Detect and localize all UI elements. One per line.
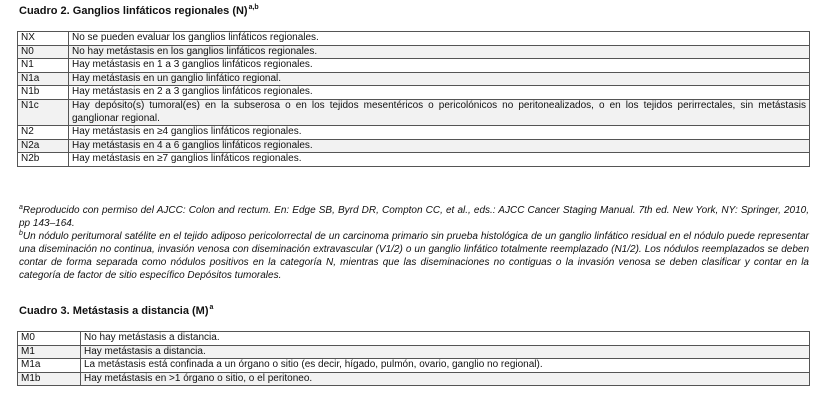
- category-code: N1a: [18, 72, 69, 86]
- table-row: [18, 99, 810, 125]
- category-description: No hay metástasis en los ganglios linfáticos regionales.: [69, 45, 810, 59]
- category-code: N1c: [18, 99, 69, 125]
- category-description: Hay metástasis en ≥4 ganglios linfáticos regionales.: [69, 126, 810, 140]
- category-code: M1a: [18, 359, 81, 373]
- table-row: [18, 126, 810, 140]
- category-description: Hay metástasis en un ganglio linfático regional.: [69, 72, 810, 86]
- table-row: [18, 86, 810, 100]
- category-description: Hay metástasis en 1 a 3 ganglios linfáticos regionales.: [69, 59, 810, 73]
- category-code: M1b: [18, 372, 81, 386]
- table-row: [18, 372, 810, 386]
- table-row: [18, 139, 810, 153]
- category-description: No hay metástasis a distancia.: [81, 332, 810, 346]
- category-code: N2: [18, 126, 69, 140]
- category-description: No se pueden evaluar los ganglios linfáticos regionales.: [69, 32, 810, 46]
- category-description: Hay metástasis en 4 a 6 ganglios linfáticos regionales.: [69, 139, 810, 153]
- footnote-a: [19, 204, 809, 230]
- table-3-distant-metastasis: [17, 331, 810, 386]
- table-3-caption: [19, 304, 213, 318]
- category-code: N1: [18, 59, 69, 73]
- category-description: Hay metástasis a distancia.: [81, 345, 810, 359]
- category-description: Hay metástasis en 2 a 3 ganglios linfáticos regionales.: [69, 86, 810, 100]
- category-description: La metástasis está confinada a un órgano o sitio (es decir, hígado, pulmón, ovario, ganglio no regional).: [81, 359, 810, 373]
- footnote-a-mark: a: [19, 204, 23, 211]
- category-description: Hay metástasis en ≥7 ganglios linfáticos regionales.: [69, 153, 810, 167]
- category-code: N2b: [18, 153, 69, 167]
- table-row: [18, 359, 810, 373]
- table-row: [18, 332, 810, 346]
- table-row: [18, 72, 810, 86]
- category-description: Hay metástasis en >1 órgano o sitio, o el peritoneo.: [81, 372, 810, 386]
- category-code: NX: [18, 32, 69, 46]
- table-row: [18, 345, 810, 359]
- table-row: [18, 32, 810, 46]
- table-row: [18, 59, 810, 73]
- category-description: Hay depósito(s) tumoral(es) en la subserosa o en los tejidos mesentéricos o pericolónicos no peritonealizados, o en los tejidos perirrectales, sin metástasis ganglionar regional.: [69, 99, 810, 125]
- table-3-title: Cuadro 3. Metástasis a distancia (M): [19, 305, 209, 317]
- table-row: [18, 45, 810, 59]
- category-code: N0: [18, 45, 69, 59]
- footnote-b: [19, 230, 809, 282]
- category-code: N2a: [18, 139, 69, 153]
- table-2-footnote-marks: a,b: [248, 4, 259, 11]
- table-2-caption: [19, 4, 259, 18]
- table-2-regional-lymph-nodes: [17, 31, 810, 167]
- category-code: M0: [18, 332, 81, 346]
- category-code: N1b: [18, 86, 69, 100]
- footnote-a-text: Reproducido con permiso del AJCC: Colon and rectum. En: Edge SB, Byrd DR, Compton CC, et al., eds.: AJCC Cancer Staging Manual. 7th ed. New York, NY: Springer, 2010, pp 143–164.: [19, 205, 809, 229]
- table-row: [18, 153, 810, 167]
- footnotes: [19, 204, 809, 282]
- footnote-b-text: Un nódulo peritumoral satélite en el tejido adiposo pericolorrectal de un carcinoma primario sin prueba histológica de un ganglio linfático residual en el nódulo puede representar una diseminación no continua, invasión venosa con diseminación extravascular (V1/2) o un ganglio linfático totalmente reemplazado (N1/2). Los nódulos reemplazados se deben contar de forma separada como nódulos positivos en la categoría N, mientras que las diseminaciones no contiguas o la invasión venosa se deben clasificar y contar en la categoría de factor de sitio específico Depósitos tumorales.: [19, 231, 809, 281]
- category-code: M1: [18, 345, 81, 359]
- table-3-footnote-marks: a: [209, 304, 214, 311]
- table-2-title: Cuadro 2. Ganglios linfáticos regionales (N): [19, 5, 248, 17]
- footnote-b-mark: b: [19, 230, 23, 237]
